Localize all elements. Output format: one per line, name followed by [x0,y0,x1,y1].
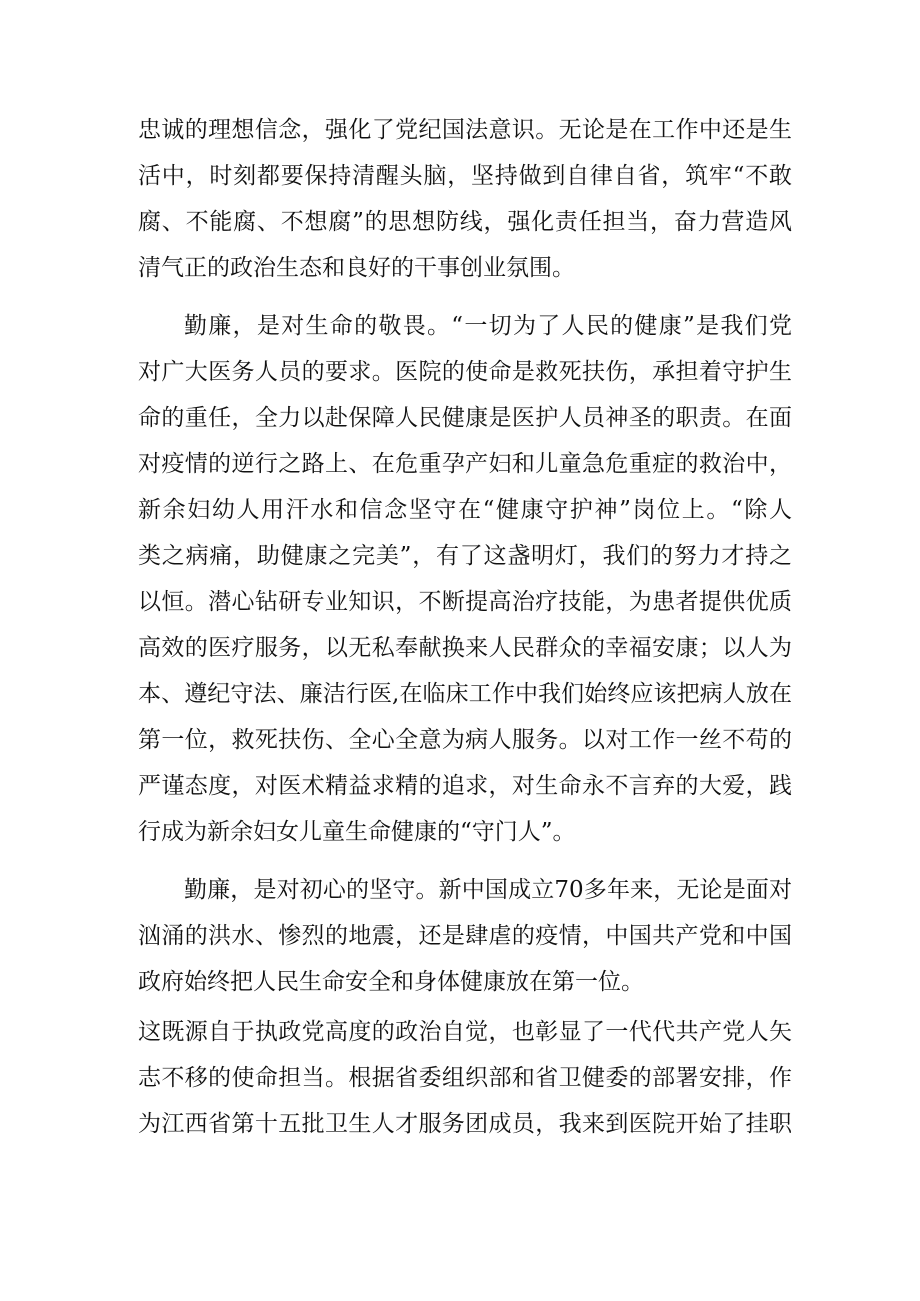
text-line: 清气正的政治生态和良好的干事创业氛围。 [138,255,575,281]
paragraph-first-line: 勤廉，是对生命的敬畏。“一切为了人民的健康”是我们党 [184,313,792,339]
paragraph-first-line: 勤廉，是对初心的坚守。新中国成立70多年来，无论是面对 [184,877,792,903]
text-line: 本、遵纪守法、廉洁行医,在临床工作中我们始终应该把病人放在 [138,681,792,707]
text-line: 政府始终把人民生命安全和身体健康放在第一位。 [138,969,644,995]
text-line: 行成为新余妇女儿童生命健康的“守门人”。 [138,819,576,845]
text-line: 第一位，救死扶伤、全心全意为病人服务。以对工作一丝不苟的 [138,727,792,753]
text-line: 高效的医疗服务，以无私奉献换来人民群众的幸福安康；以人为 [138,635,792,661]
text-line: 对疫情的逆行之路上、在危重孕产妇和儿童急危重症的救治中， [138,451,792,477]
text-line: 对广大医务人员的要求。医院的使命是救死扶伤，承担着守护生 [138,359,792,385]
text-line: 以恒。潜心钻研专业知识，不断提高治疗技能，为患者提供优质 [138,589,792,615]
text-line: 新余妇幼人用汗水和信念坚守在“健康守护神”岗位上。“除人 [138,497,792,523]
text-line: 忠诚的理想信念，强化了党纪国法意识。无论是在工作中还是生 [138,117,792,143]
text-line: 为江西省第十五批卫生人才服务团成员，我来到医院开始了挂职 [138,1111,792,1137]
text-line: 类之病痛，助健康之完美”，有了这盏明灯，我们的努力才持之 [138,543,792,569]
text-line: 腐、不能腐、不想腐”的思想防线，强化责任担当，奋力营造风 [138,209,792,235]
text-line: 活中，时刻都要保持清醒头脑，坚持做到自律自省，筑牢“不敢 [138,163,792,189]
text-line: 这既源自于执政党高度的政治自觉，也彰显了一代代共产党人矢 [138,1019,792,1045]
text-line: 志不移的使命担当。根据省委组织部和省卫健委的部署安排，作 [138,1065,792,1091]
text-line: 命的重任，全力以赴保障人民健康是医护人员神圣的职责。在面 [138,405,792,431]
text-line: 严谨态度，对医术精益求精的追求，对生命永不言弃的大爱，践 [138,773,792,799]
text-line: 汹涌的洪水、惨烈的地震，还是肆虐的疫情，中国共产党和中国 [138,923,792,949]
